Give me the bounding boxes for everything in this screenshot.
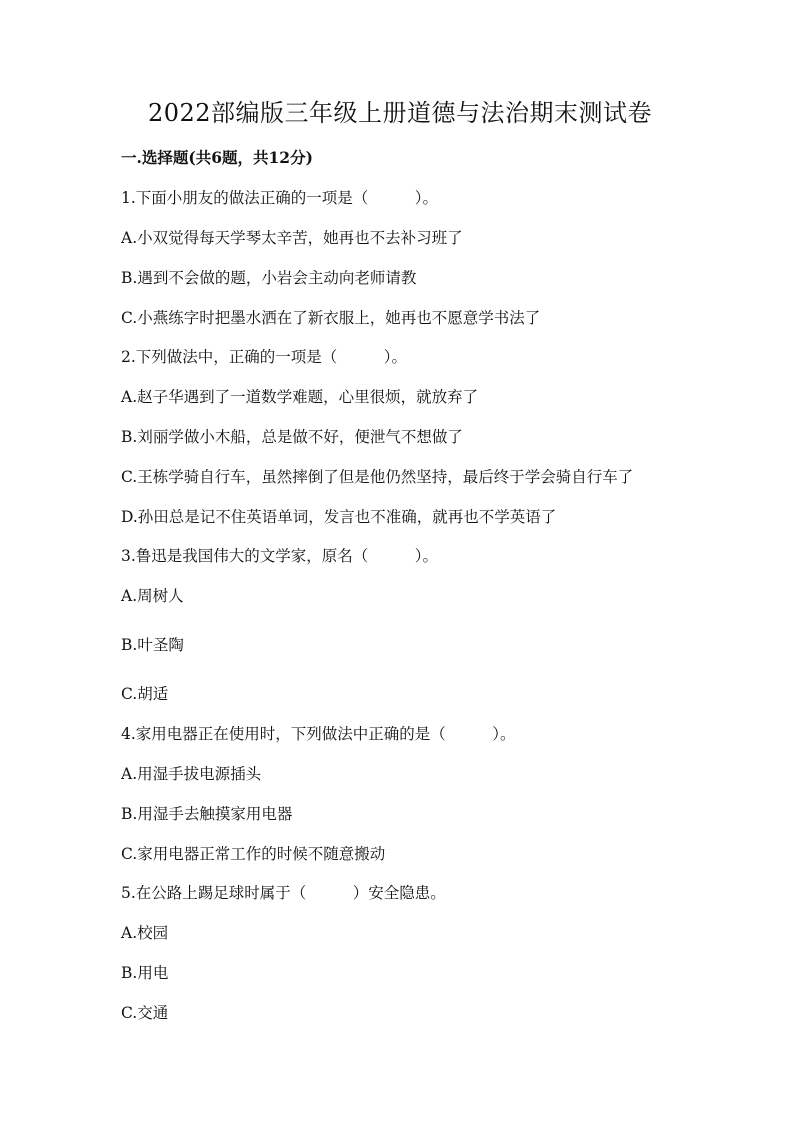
question-2-option-d: D.孙田总是记不住英语单词，发言也不准确，就再也不学英语了 [121, 508, 557, 526]
question-1-option-c: C.小燕练字时把墨水洒在了新衣服上，她再也不愿意学书法了 [121, 309, 541, 327]
question-3-stem: 3.鲁迅是我国伟大的文学家，原名（ ）。 [121, 547, 439, 565]
question-2-option-a: A.赵子华遇到了一道数学难题，心里很烦，就放弃了 [121, 388, 479, 406]
question-4-option-c: C.家用电器正常工作的时候不随意搬动 [121, 845, 386, 863]
page-title: 2022部编版三年级上册道德与法治期末测试卷 [147, 99, 653, 127]
question-4-option-a: A.用湿手拔电源插头 [121, 765, 262, 783]
question-5-option-c: C.交通 [121, 1004, 169, 1022]
question-1-option-b: B.遇到不会做的题，小岩会主动向老师请教 [121, 269, 417, 287]
question-4-stem: 4.家用电器正在使用时，下列做法中正确的是（ ）。 [121, 725, 516, 743]
question-1-stem: 1.下面小朋友的做法正确的一项是（ ）。 [121, 189, 439, 207]
question-3-option-b: B.叶圣陶 [121, 636, 184, 654]
question-5-option-b: B.用电 [121, 964, 169, 982]
question-5-stem: 5.在公路上踢足球时属于（ ）安全隐患。 [121, 884, 446, 902]
question-1-option-a: A.小双觉得每天学琴太辛苦，她再也不去补习班了 [121, 229, 463, 247]
question-3-option-a: A.周树人 [121, 587, 184, 605]
question-5-option-a: A.校园 [121, 924, 169, 942]
question-2-option-b: B.刘丽学做小木船，总是做不好，便泄气不想做了 [121, 428, 463, 446]
section-heading: 一.选择题(共6题，共12分) [121, 148, 313, 167]
question-3-option-c: C.胡适 [121, 685, 169, 703]
question-2-stem: 2.下列做法中，正确的一项是（ ）。 [121, 348, 408, 366]
question-2-option-c: C.王栋学骑自行车，虽然摔倒了但是他仍然坚持，最后终于学会骑自行车了 [121, 468, 634, 486]
question-4-option-b: B.用湿手去触摸家用电器 [121, 805, 293, 823]
